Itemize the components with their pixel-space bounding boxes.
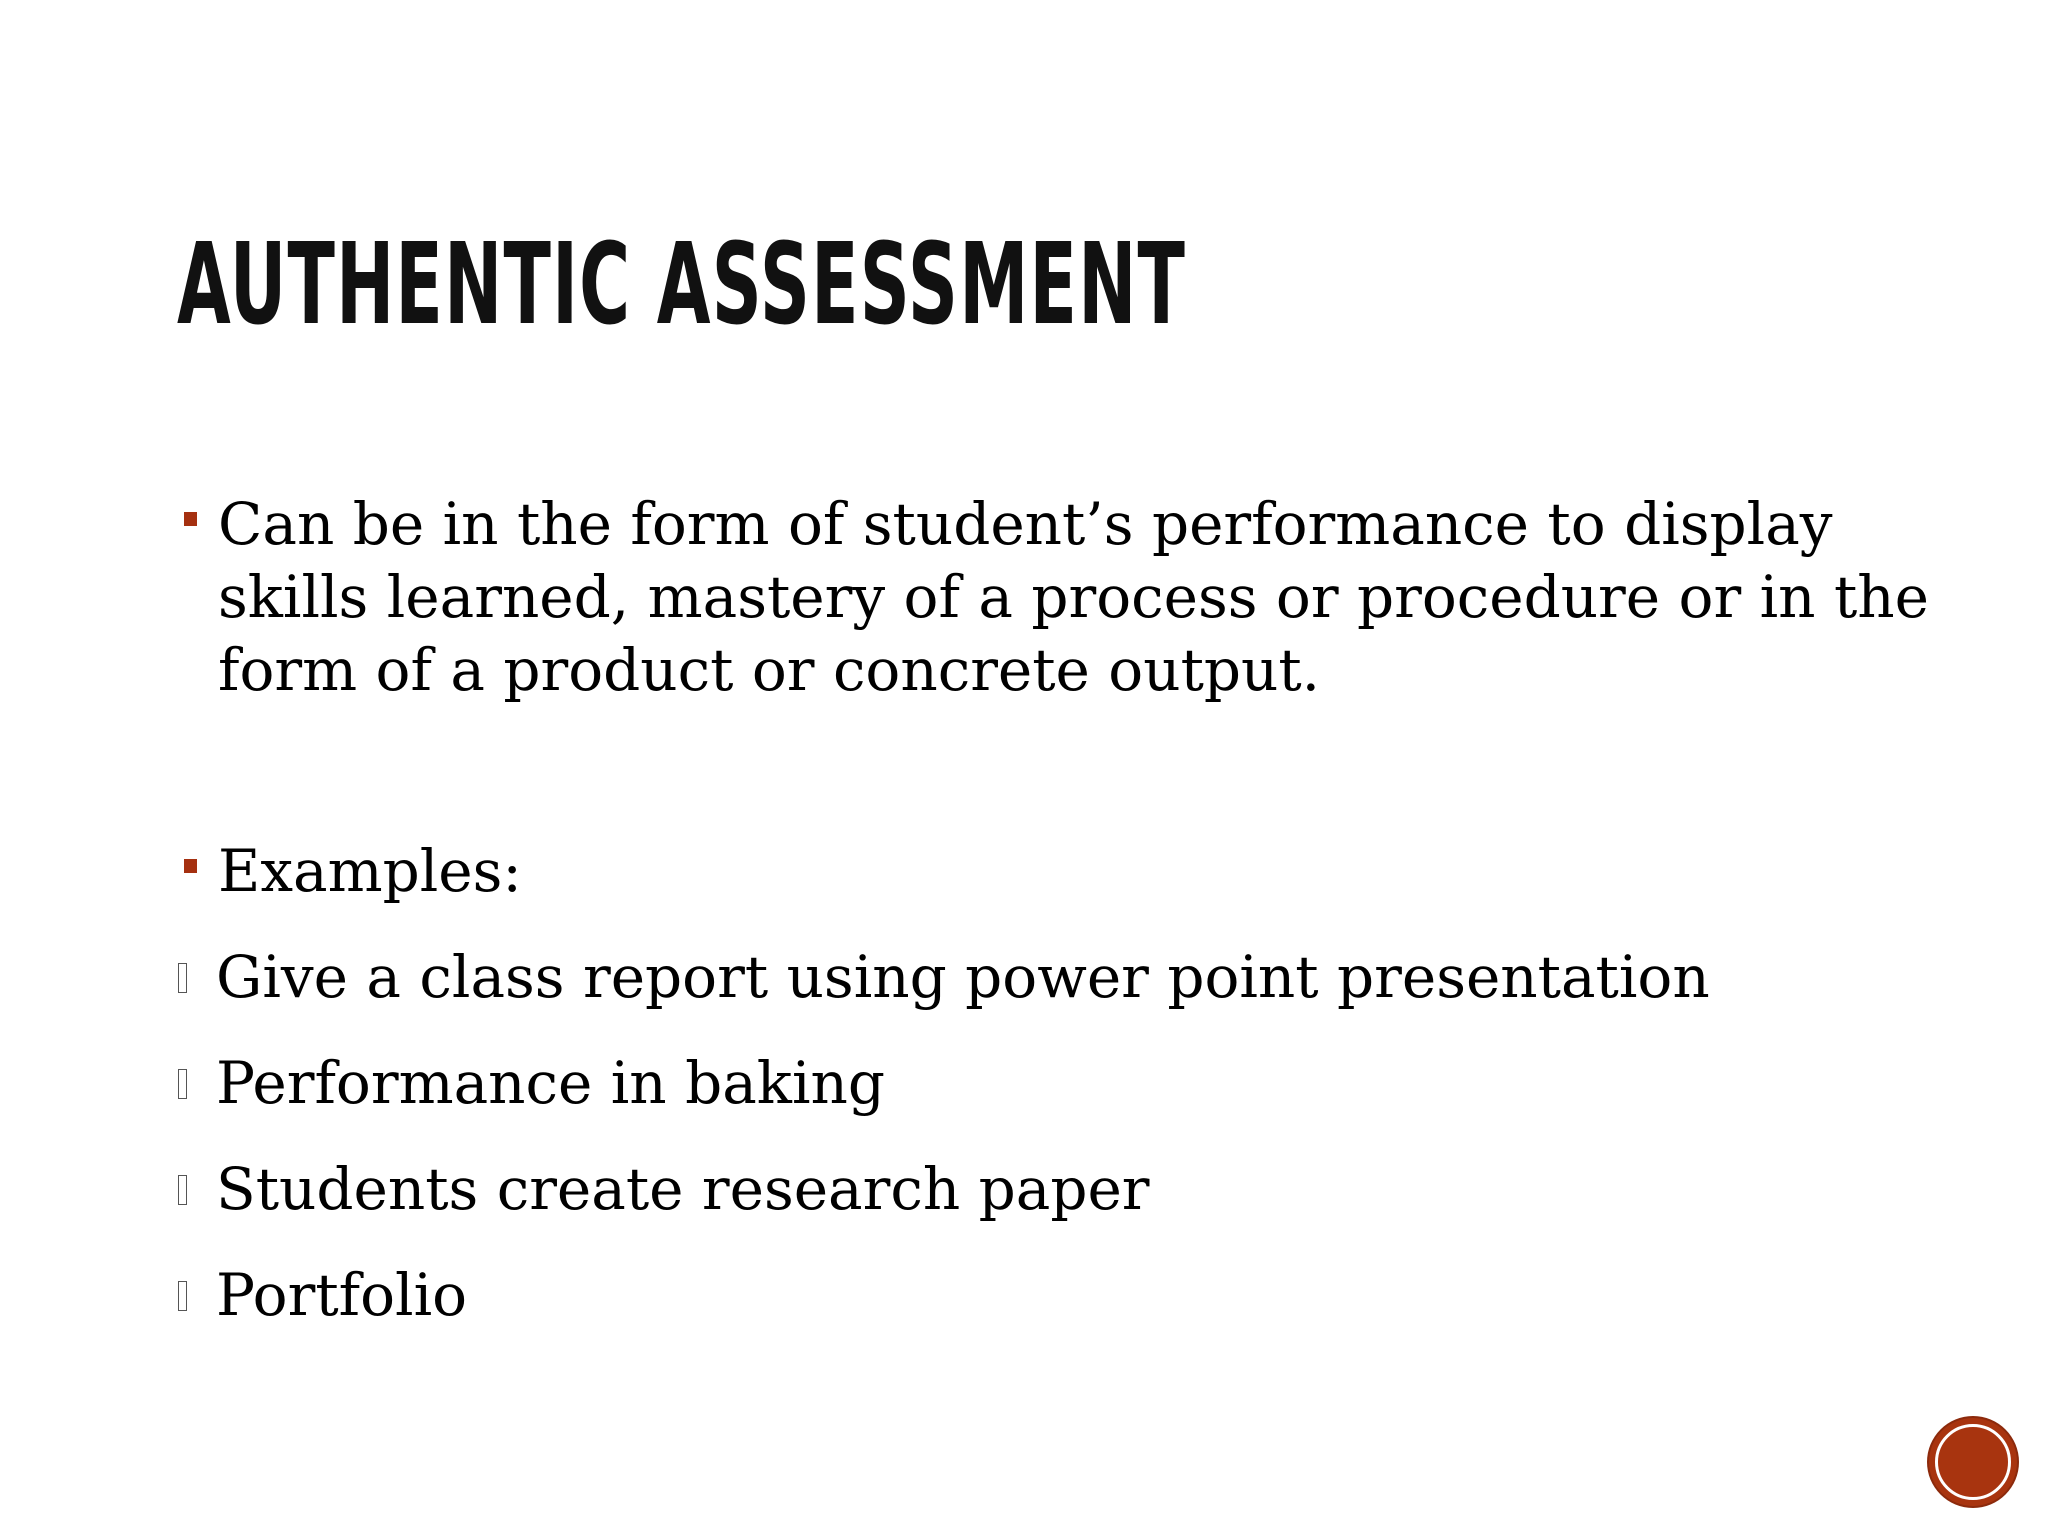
example-item bbox=[178, 1153, 1918, 1226]
bullet-item bbox=[178, 488, 1958, 707]
slide-title: AUTHENTIC ASSESSMENT bbox=[177, 220, 1187, 350]
bullet-text: Can be in the form of student’s performance to display skills learned, mastery of a process or procedure or in the form of a product or concrete output. bbox=[218, 490, 1929, 704]
bullet-item bbox=[178, 835, 1918, 908]
example-item bbox=[178, 1259, 1918, 1332]
example-text: Performance in baking bbox=[216, 1049, 885, 1117]
circle-badge-icon bbox=[1929, 1418, 2017, 1506]
example-item bbox=[178, 1047, 1918, 1120]
missing-glyph-box-icon bbox=[178, 963, 187, 993]
example-item bbox=[178, 941, 1918, 1014]
example-text: Students create research paper bbox=[216, 1155, 1150, 1223]
square-bullet-icon bbox=[184, 512, 197, 526]
missing-glyph-box-icon bbox=[178, 1281, 187, 1311]
badge-ring bbox=[1935, 1424, 2011, 1500]
missing-glyph-box-icon bbox=[178, 1069, 187, 1099]
example-text: Give a class report using power point presentation bbox=[216, 943, 1710, 1011]
bullet-text: Examples: bbox=[218, 837, 522, 905]
slide-body bbox=[178, 488, 1929, 1332]
missing-glyph-box-icon bbox=[178, 1175, 187, 1205]
square-bullet-icon bbox=[184, 859, 197, 873]
example-text: Portfolio bbox=[216, 1261, 468, 1329]
